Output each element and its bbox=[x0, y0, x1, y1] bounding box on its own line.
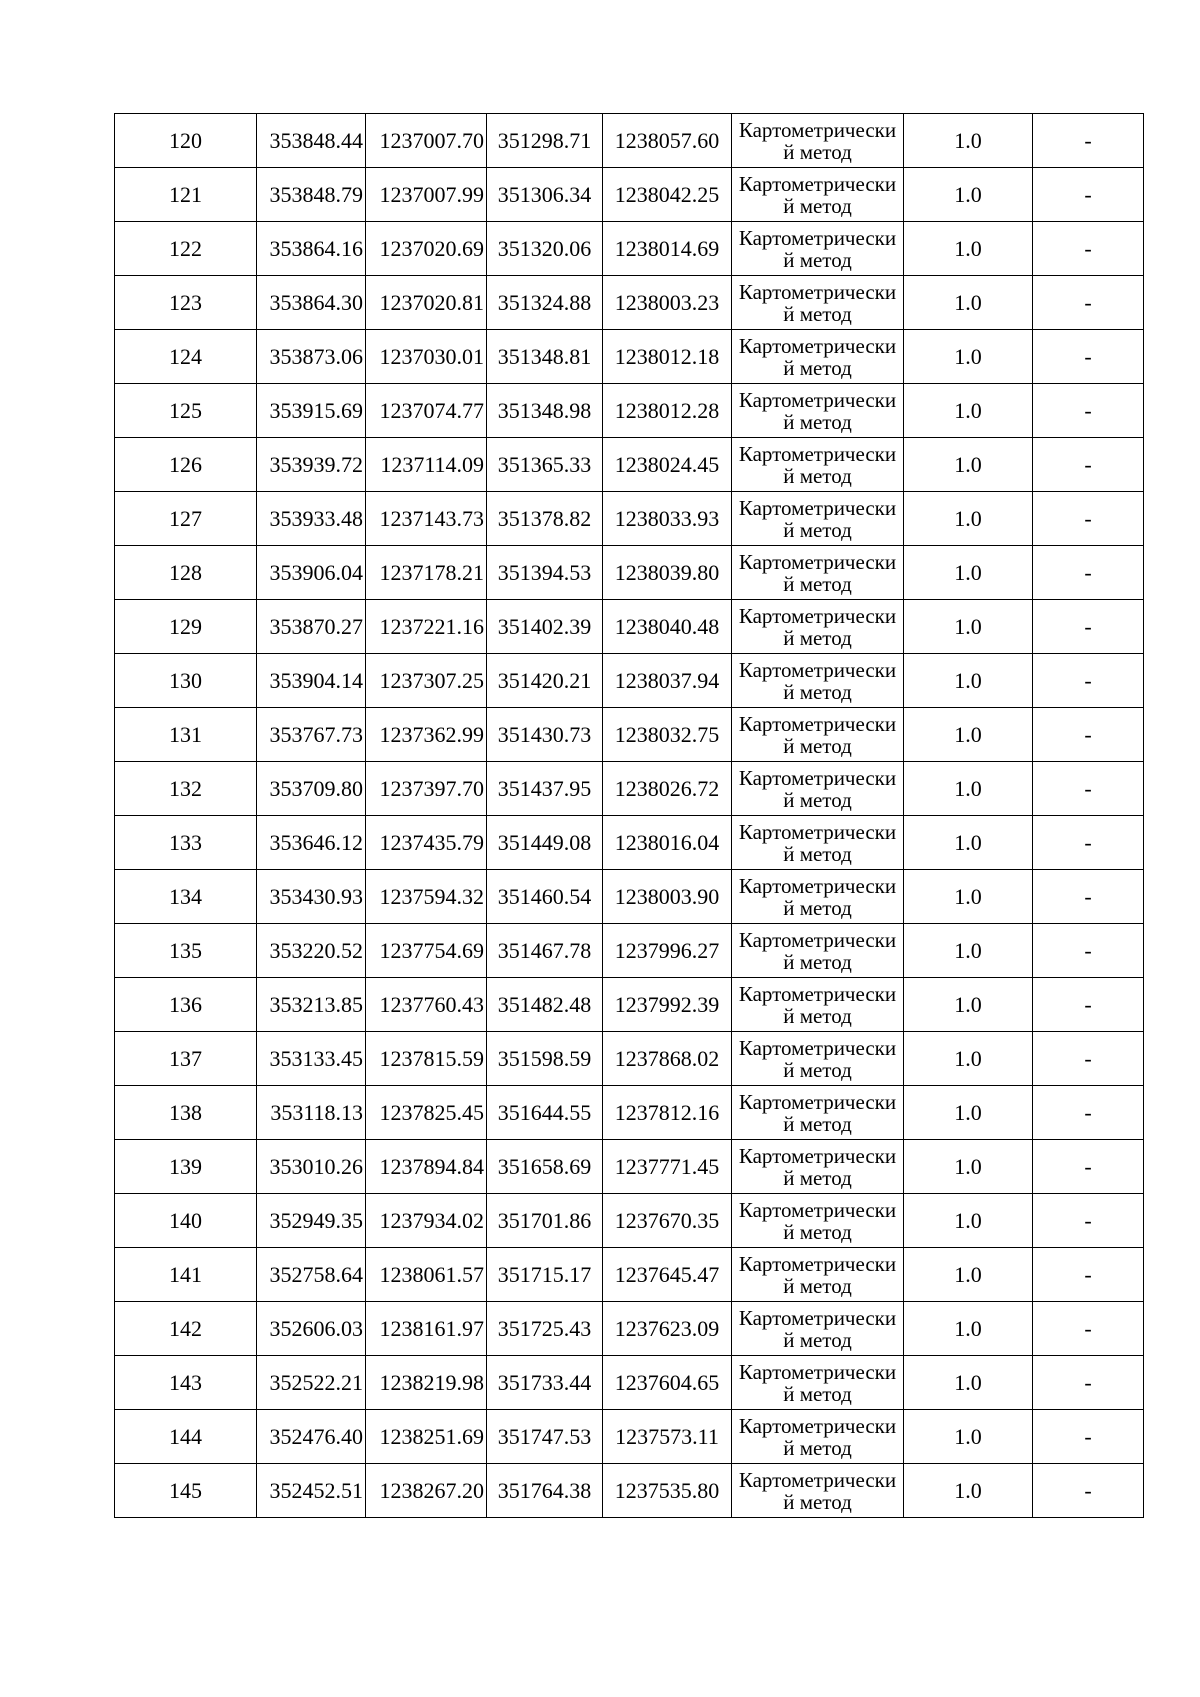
accuracy-cell: 1.0 bbox=[904, 762, 1033, 816]
method-cell: Картометрический метод bbox=[732, 1140, 904, 1194]
note-cell: - bbox=[1033, 114, 1144, 168]
note-cell: - bbox=[1033, 1086, 1144, 1140]
accuracy-cell: 1.0 bbox=[904, 1464, 1033, 1518]
point-number-cell: 126 bbox=[115, 438, 257, 492]
point-number-cell: 143 bbox=[115, 1356, 257, 1410]
method-cell: Картометрический метод bbox=[732, 168, 904, 222]
table-row bbox=[115, 1140, 1144, 1194]
table-row bbox=[115, 1194, 1144, 1248]
table-row bbox=[115, 1356, 1144, 1410]
x-coordinate-new-cell: 351467.78 bbox=[487, 924, 603, 978]
y-coordinate-new-cell: 1237812.16 bbox=[603, 1086, 732, 1140]
point-number-cell: 137 bbox=[115, 1032, 257, 1086]
table-row bbox=[115, 1086, 1144, 1140]
method-cell: Картометрический метод bbox=[732, 276, 904, 330]
x-coordinate-new-cell: 351460.54 bbox=[487, 870, 603, 924]
table-row bbox=[115, 654, 1144, 708]
y-coordinate-existing-cell: 1237815.59 bbox=[366, 1032, 487, 1086]
table-row bbox=[115, 1032, 1144, 1086]
accuracy-cell: 1.0 bbox=[904, 924, 1033, 978]
y-coordinate-existing-cell: 1237397.70 bbox=[366, 762, 487, 816]
method-cell: Картометрический метод bbox=[732, 1032, 904, 1086]
point-number-cell: 131 bbox=[115, 708, 257, 762]
table-row bbox=[115, 762, 1144, 816]
x-coordinate-existing-cell: 353873.06 bbox=[257, 330, 366, 384]
y-coordinate-new-cell: 1238057.60 bbox=[603, 114, 732, 168]
y-coordinate-new-cell: 1238012.18 bbox=[603, 330, 732, 384]
method-cell: Картометрический метод bbox=[732, 600, 904, 654]
note-cell: - bbox=[1033, 762, 1144, 816]
x-coordinate-new-cell: 351437.95 bbox=[487, 762, 603, 816]
point-number-cell: 125 bbox=[115, 384, 257, 438]
y-coordinate-new-cell: 1238033.93 bbox=[603, 492, 732, 546]
point-number-cell: 139 bbox=[115, 1140, 257, 1194]
point-number-cell: 132 bbox=[115, 762, 257, 816]
point-number-cell: 136 bbox=[115, 978, 257, 1032]
accuracy-cell: 1.0 bbox=[904, 330, 1033, 384]
note-cell: - bbox=[1033, 816, 1144, 870]
y-coordinate-new-cell: 1237604.65 bbox=[603, 1356, 732, 1410]
note-cell: - bbox=[1033, 276, 1144, 330]
x-coordinate-existing-cell: 352606.03 bbox=[257, 1302, 366, 1356]
y-coordinate-existing-cell: 1237825.45 bbox=[366, 1086, 487, 1140]
y-coordinate-new-cell: 1238032.75 bbox=[603, 708, 732, 762]
note-cell: - bbox=[1033, 438, 1144, 492]
point-number-cell: 124 bbox=[115, 330, 257, 384]
point-number-cell: 145 bbox=[115, 1464, 257, 1518]
y-coordinate-existing-cell: 1237307.25 bbox=[366, 654, 487, 708]
accuracy-cell: 1.0 bbox=[904, 1410, 1033, 1464]
y-coordinate-existing-cell: 1237143.73 bbox=[366, 492, 487, 546]
note-cell: - bbox=[1033, 870, 1144, 924]
table-row bbox=[115, 1248, 1144, 1302]
note-cell: - bbox=[1033, 1464, 1144, 1518]
table-row bbox=[115, 492, 1144, 546]
method-cell: Картометрический метод bbox=[732, 816, 904, 870]
y-coordinate-existing-cell: 1237074.77 bbox=[366, 384, 487, 438]
point-number-cell: 128 bbox=[115, 546, 257, 600]
method-cell: Картометрический метод bbox=[732, 1302, 904, 1356]
y-coordinate-existing-cell: 1237114.09 bbox=[366, 438, 487, 492]
y-coordinate-existing-cell: 1237934.02 bbox=[366, 1194, 487, 1248]
point-number-cell: 127 bbox=[115, 492, 257, 546]
table-row bbox=[115, 114, 1144, 168]
table-row bbox=[115, 816, 1144, 870]
y-coordinate-existing-cell: 1238061.57 bbox=[366, 1248, 487, 1302]
table-row bbox=[115, 1302, 1144, 1356]
y-coordinate-existing-cell: 1237754.69 bbox=[366, 924, 487, 978]
note-cell: - bbox=[1033, 600, 1144, 654]
note-cell: - bbox=[1033, 1248, 1144, 1302]
x-coordinate-existing-cell: 353870.27 bbox=[257, 600, 366, 654]
table-row bbox=[115, 546, 1144, 600]
method-cell: Картометрический метод bbox=[732, 222, 904, 276]
method-cell: Картометрический метод bbox=[732, 546, 904, 600]
y-coordinate-new-cell: 1237868.02 bbox=[603, 1032, 732, 1086]
accuracy-cell: 1.0 bbox=[904, 1086, 1033, 1140]
note-cell: - bbox=[1033, 1356, 1144, 1410]
x-coordinate-existing-cell: 353915.69 bbox=[257, 384, 366, 438]
x-coordinate-new-cell: 351298.71 bbox=[487, 114, 603, 168]
accuracy-cell: 1.0 bbox=[904, 600, 1033, 654]
y-coordinate-new-cell: 1237670.35 bbox=[603, 1194, 732, 1248]
table-row bbox=[115, 1410, 1144, 1464]
accuracy-cell: 1.0 bbox=[904, 384, 1033, 438]
y-coordinate-existing-cell: 1237894.84 bbox=[366, 1140, 487, 1194]
y-coordinate-new-cell: 1238026.72 bbox=[603, 762, 732, 816]
y-coordinate-new-cell: 1237771.45 bbox=[603, 1140, 732, 1194]
x-coordinate-new-cell: 351747.53 bbox=[487, 1410, 603, 1464]
y-coordinate-new-cell: 1238037.94 bbox=[603, 654, 732, 708]
method-cell: Картометрический метод bbox=[732, 708, 904, 762]
accuracy-cell: 1.0 bbox=[904, 114, 1033, 168]
x-coordinate-new-cell: 351725.43 bbox=[487, 1302, 603, 1356]
x-coordinate-existing-cell: 353220.52 bbox=[257, 924, 366, 978]
method-cell: Картометрический метод bbox=[732, 492, 904, 546]
y-coordinate-existing-cell: 1238161.97 bbox=[366, 1302, 487, 1356]
x-coordinate-new-cell: 351365.33 bbox=[487, 438, 603, 492]
point-number-cell: 129 bbox=[115, 600, 257, 654]
y-coordinate-existing-cell: 1238267.20 bbox=[366, 1464, 487, 1518]
y-coordinate-new-cell: 1238042.25 bbox=[603, 168, 732, 222]
note-cell: - bbox=[1033, 546, 1144, 600]
x-coordinate-new-cell: 351449.08 bbox=[487, 816, 603, 870]
method-cell: Картометрический метод bbox=[732, 114, 904, 168]
table-row bbox=[115, 924, 1144, 978]
x-coordinate-new-cell: 351348.98 bbox=[487, 384, 603, 438]
accuracy-cell: 1.0 bbox=[904, 1032, 1033, 1086]
y-coordinate-existing-cell: 1237007.99 bbox=[366, 168, 487, 222]
x-coordinate-new-cell: 351394.53 bbox=[487, 546, 603, 600]
note-cell: - bbox=[1033, 330, 1144, 384]
x-coordinate-existing-cell: 353213.85 bbox=[257, 978, 366, 1032]
x-coordinate-new-cell: 351658.69 bbox=[487, 1140, 603, 1194]
x-coordinate-existing-cell: 352476.40 bbox=[257, 1410, 366, 1464]
point-number-cell: 120 bbox=[115, 114, 257, 168]
x-coordinate-existing-cell: 353118.13 bbox=[257, 1086, 366, 1140]
x-coordinate-new-cell: 351420.21 bbox=[487, 654, 603, 708]
table-row bbox=[115, 222, 1144, 276]
method-cell: Картометрический метод bbox=[732, 1464, 904, 1518]
accuracy-cell: 1.0 bbox=[904, 1356, 1033, 1410]
accuracy-cell: 1.0 bbox=[904, 1140, 1033, 1194]
x-coordinate-existing-cell: 353906.04 bbox=[257, 546, 366, 600]
method-cell: Картометрический метод bbox=[732, 330, 904, 384]
x-coordinate-existing-cell: 352949.35 bbox=[257, 1194, 366, 1248]
x-coordinate-new-cell: 351598.59 bbox=[487, 1032, 603, 1086]
y-coordinate-new-cell: 1238039.80 bbox=[603, 546, 732, 600]
method-cell: Картометрический метод bbox=[732, 978, 904, 1032]
method-cell: Картометрический метод bbox=[732, 1248, 904, 1302]
table-row bbox=[115, 708, 1144, 762]
table-row bbox=[115, 1464, 1144, 1518]
y-coordinate-existing-cell: 1238251.69 bbox=[366, 1410, 487, 1464]
table-row bbox=[115, 870, 1144, 924]
point-number-cell: 122 bbox=[115, 222, 257, 276]
x-coordinate-existing-cell: 352522.21 bbox=[257, 1356, 366, 1410]
note-cell: - bbox=[1033, 654, 1144, 708]
table-row bbox=[115, 276, 1144, 330]
x-coordinate-new-cell: 351348.81 bbox=[487, 330, 603, 384]
point-number-cell: 121 bbox=[115, 168, 257, 222]
y-coordinate-existing-cell: 1237020.69 bbox=[366, 222, 487, 276]
coordinates-table bbox=[114, 113, 1144, 1518]
accuracy-cell: 1.0 bbox=[904, 1248, 1033, 1302]
method-cell: Картометрический метод bbox=[732, 762, 904, 816]
y-coordinate-existing-cell: 1237594.32 bbox=[366, 870, 487, 924]
point-number-cell: 144 bbox=[115, 1410, 257, 1464]
y-coordinate-new-cell: 1238016.04 bbox=[603, 816, 732, 870]
method-cell: Картометрический метод bbox=[732, 924, 904, 978]
accuracy-cell: 1.0 bbox=[904, 1302, 1033, 1356]
x-coordinate-existing-cell: 353709.80 bbox=[257, 762, 366, 816]
method-cell: Картометрический метод bbox=[732, 1194, 904, 1248]
x-coordinate-existing-cell: 353430.93 bbox=[257, 870, 366, 924]
y-coordinate-new-cell: 1238012.28 bbox=[603, 384, 732, 438]
note-cell: - bbox=[1033, 1194, 1144, 1248]
x-coordinate-existing-cell: 353939.72 bbox=[257, 438, 366, 492]
point-number-cell: 140 bbox=[115, 1194, 257, 1248]
point-number-cell: 134 bbox=[115, 870, 257, 924]
x-coordinate-existing-cell: 353933.48 bbox=[257, 492, 366, 546]
method-cell: Картометрический метод bbox=[732, 870, 904, 924]
method-cell: Картометрический метод bbox=[732, 438, 904, 492]
y-coordinate-new-cell: 1237623.09 bbox=[603, 1302, 732, 1356]
x-coordinate-existing-cell: 353864.16 bbox=[257, 222, 366, 276]
y-coordinate-existing-cell: 1237435.79 bbox=[366, 816, 487, 870]
method-cell: Картометрический метод bbox=[732, 654, 904, 708]
accuracy-cell: 1.0 bbox=[904, 654, 1033, 708]
point-number-cell: 133 bbox=[115, 816, 257, 870]
y-coordinate-new-cell: 1237996.27 bbox=[603, 924, 732, 978]
x-coordinate-existing-cell: 353767.73 bbox=[257, 708, 366, 762]
accuracy-cell: 1.0 bbox=[904, 438, 1033, 492]
accuracy-cell: 1.0 bbox=[904, 222, 1033, 276]
x-coordinate-new-cell: 351306.34 bbox=[487, 168, 603, 222]
note-cell: - bbox=[1033, 1302, 1144, 1356]
accuracy-cell: 1.0 bbox=[904, 1194, 1033, 1248]
accuracy-cell: 1.0 bbox=[904, 816, 1033, 870]
y-coordinate-new-cell: 1238014.69 bbox=[603, 222, 732, 276]
x-coordinate-new-cell: 351430.73 bbox=[487, 708, 603, 762]
y-coordinate-new-cell: 1238024.45 bbox=[603, 438, 732, 492]
x-coordinate-new-cell: 351733.44 bbox=[487, 1356, 603, 1410]
y-coordinate-existing-cell: 1237178.21 bbox=[366, 546, 487, 600]
note-cell: - bbox=[1033, 1410, 1144, 1464]
note-cell: - bbox=[1033, 978, 1144, 1032]
x-coordinate-new-cell: 351320.06 bbox=[487, 222, 603, 276]
x-coordinate-existing-cell: 352758.64 bbox=[257, 1248, 366, 1302]
point-number-cell: 130 bbox=[115, 654, 257, 708]
x-coordinate-existing-cell: 353848.79 bbox=[257, 168, 366, 222]
accuracy-cell: 1.0 bbox=[904, 546, 1033, 600]
point-number-cell: 135 bbox=[115, 924, 257, 978]
table-row bbox=[115, 600, 1144, 654]
note-cell: - bbox=[1033, 492, 1144, 546]
method-cell: Картометрический метод bbox=[732, 1356, 904, 1410]
y-coordinate-new-cell: 1237992.39 bbox=[603, 978, 732, 1032]
y-coordinate-new-cell: 1238040.48 bbox=[603, 600, 732, 654]
table-row bbox=[115, 438, 1144, 492]
table-body bbox=[115, 114, 1144, 1518]
x-coordinate-new-cell: 351701.86 bbox=[487, 1194, 603, 1248]
note-cell: - bbox=[1033, 924, 1144, 978]
x-coordinate-existing-cell: 353133.45 bbox=[257, 1032, 366, 1086]
x-coordinate-new-cell: 351324.88 bbox=[487, 276, 603, 330]
y-coordinate-new-cell: 1237535.80 bbox=[603, 1464, 732, 1518]
note-cell: - bbox=[1033, 384, 1144, 438]
accuracy-cell: 1.0 bbox=[904, 870, 1033, 924]
x-coordinate-existing-cell: 353010.26 bbox=[257, 1140, 366, 1194]
point-number-cell: 141 bbox=[115, 1248, 257, 1302]
x-coordinate-existing-cell: 353646.12 bbox=[257, 816, 366, 870]
y-coordinate-existing-cell: 1237362.99 bbox=[366, 708, 487, 762]
note-cell: - bbox=[1033, 1032, 1144, 1086]
y-coordinate-new-cell: 1238003.90 bbox=[603, 870, 732, 924]
note-cell: - bbox=[1033, 168, 1144, 222]
accuracy-cell: 1.0 bbox=[904, 492, 1033, 546]
accuracy-cell: 1.0 bbox=[904, 168, 1033, 222]
note-cell: - bbox=[1033, 1140, 1144, 1194]
method-cell: Картометрический метод bbox=[732, 384, 904, 438]
y-coordinate-existing-cell: 1238219.98 bbox=[366, 1356, 487, 1410]
y-coordinate-existing-cell: 1237030.01 bbox=[366, 330, 487, 384]
method-cell: Картометрический метод bbox=[732, 1086, 904, 1140]
accuracy-cell: 1.0 bbox=[904, 276, 1033, 330]
y-coordinate-existing-cell: 1237007.70 bbox=[366, 114, 487, 168]
x-coordinate-new-cell: 351644.55 bbox=[487, 1086, 603, 1140]
x-coordinate-new-cell: 351482.48 bbox=[487, 978, 603, 1032]
table-row bbox=[115, 978, 1144, 1032]
method-cell: Картометрический метод bbox=[732, 1410, 904, 1464]
y-coordinate-new-cell: 1238003.23 bbox=[603, 276, 732, 330]
x-coordinate-new-cell: 351715.17 bbox=[487, 1248, 603, 1302]
x-coordinate-new-cell: 351764.38 bbox=[487, 1464, 603, 1518]
y-coordinate-existing-cell: 1237760.43 bbox=[366, 978, 487, 1032]
point-number-cell: 123 bbox=[115, 276, 257, 330]
table-row bbox=[115, 384, 1144, 438]
x-coordinate-new-cell: 351402.39 bbox=[487, 600, 603, 654]
x-coordinate-existing-cell: 353864.30 bbox=[257, 276, 366, 330]
y-coordinate-existing-cell: 1237020.81 bbox=[366, 276, 487, 330]
y-coordinate-new-cell: 1237645.47 bbox=[603, 1248, 732, 1302]
x-coordinate-new-cell: 351378.82 bbox=[487, 492, 603, 546]
y-coordinate-existing-cell: 1237221.16 bbox=[366, 600, 487, 654]
table-row bbox=[115, 168, 1144, 222]
point-number-cell: 142 bbox=[115, 1302, 257, 1356]
x-coordinate-existing-cell: 353904.14 bbox=[257, 654, 366, 708]
table-row bbox=[115, 330, 1144, 384]
x-coordinate-existing-cell: 353848.44 bbox=[257, 114, 366, 168]
note-cell: - bbox=[1033, 708, 1144, 762]
y-coordinate-new-cell: 1237573.11 bbox=[603, 1410, 732, 1464]
point-number-cell: 138 bbox=[115, 1086, 257, 1140]
note-cell: - bbox=[1033, 222, 1144, 276]
accuracy-cell: 1.0 bbox=[904, 708, 1033, 762]
x-coordinate-existing-cell: 352452.51 bbox=[257, 1464, 366, 1518]
accuracy-cell: 1.0 bbox=[904, 978, 1033, 1032]
